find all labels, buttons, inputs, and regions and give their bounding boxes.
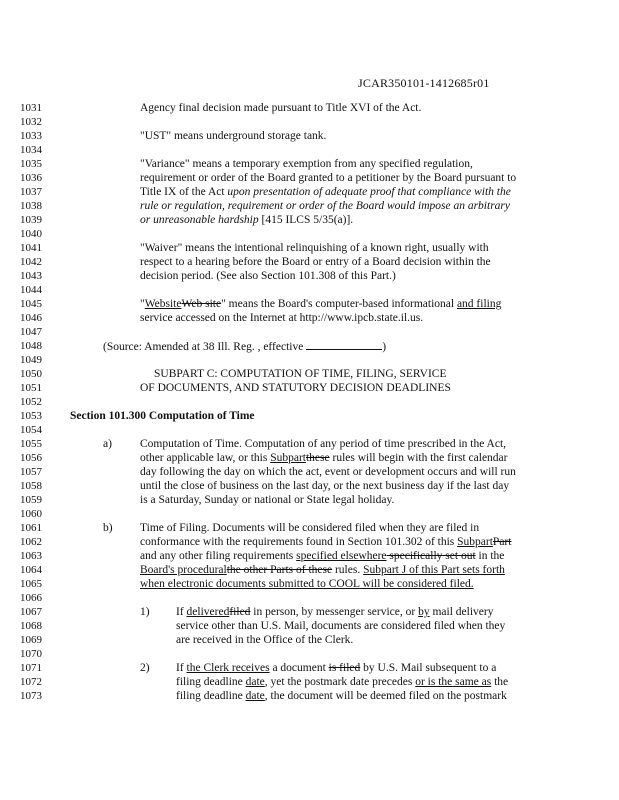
line-number: 1055	[20, 438, 42, 450]
line-number: 1059	[20, 494, 42, 506]
deleted-text: specifically	[386, 550, 443, 562]
line-number: 1047	[20, 326, 42, 338]
text-line: Agency final decision made pursuant to Title XVI of the Act.	[140, 102, 422, 114]
line-number: 1049	[20, 354, 42, 366]
text-line	[140, 213, 353, 227]
inserted-text: Subpart J of this Part sets forth	[363, 564, 505, 576]
text-line: is a Saturday, Sunday or national or State legal holiday.	[140, 494, 395, 506]
item-marker: b)	[103, 522, 113, 534]
text-span: If	[176, 662, 187, 674]
inserted-text: when electronic documents submitted to COOL will be considered filed.	[140, 578, 474, 590]
text-span: in person, by messenger service, or	[250, 606, 419, 618]
text-span: a document	[269, 662, 329, 674]
text-span: filing deadline	[176, 690, 246, 702]
item-marker: 1)	[140, 606, 150, 618]
line-number: 1035	[20, 158, 42, 170]
text-span: , yet the postmark date precedes	[264, 676, 416, 688]
line-number: 1045	[20, 298, 42, 310]
line-number: 1039	[20, 214, 42, 226]
line-number: 1070	[20, 648, 42, 660]
line-number: 1062	[20, 536, 42, 548]
line-number: 1060	[20, 508, 42, 520]
text-line: requirement or order of the Board granted to a petitioner by the Board pursuant to	[140, 172, 517, 184]
inserted-text: the Clerk receives	[186, 662, 270, 674]
text-span: filing deadline	[176, 676, 246, 688]
text-line: are received in the Office of the Clerk.	[176, 634, 354, 646]
citation: [415 ILCS 5/35(a)].	[258, 214, 354, 226]
text-span: Title IX of the Act	[140, 186, 228, 198]
text-line	[140, 549, 504, 563]
section-heading: Section 101.300 Computation of Time	[70, 410, 255, 422]
inserted-text: specified elsewhere	[296, 550, 387, 562]
deleted-text: is filed	[328, 662, 361, 674]
line-number: 1034	[20, 144, 42, 156]
inserted-text: Subpart	[270, 452, 306, 464]
line-number: 1069	[20, 634, 42, 646]
deleted-text: filed	[229, 606, 251, 618]
text-span: and any other filing requirements	[140, 550, 297, 562]
line-number: 1046	[20, 312, 42, 324]
text-line: service other than U.S. Mail, documents are considered filed when they	[176, 620, 506, 632]
line-number: 1061	[20, 522, 42, 534]
text-span: (Source: Amended at 38 Ill. Reg. , effective	[103, 341, 307, 353]
line-number: 1040	[20, 228, 42, 240]
text-span: If	[176, 606, 187, 618]
italic-quote: rule or regulation, requirement or order of the Board would impose an arbitrary	[140, 200, 511, 212]
text-span: rules will begin with the first calendar	[329, 452, 508, 464]
text-span: other applicable law, or this	[140, 452, 271, 464]
line-number: 1072	[20, 676, 42, 688]
text-line: day following the day on which the act, event or development occurs and will run	[140, 466, 516, 478]
text-line: decision period. (See also Section 101.308 of this Part.)	[140, 270, 396, 282]
text-line: "Waiver" means the intentional relinquishing of a known right, usually with	[140, 242, 489, 254]
inserted-text: Subpart	[457, 536, 493, 548]
text-span: conformance with the requirements found in Section 101.302 of this	[140, 536, 458, 548]
line-number: 1051	[20, 382, 42, 394]
line-number: 1058	[20, 480, 42, 492]
text-span: )	[382, 341, 387, 353]
line-number: 1064	[20, 564, 42, 576]
italic-quote: upon presentation of adequate proof that compliance with the	[227, 186, 511, 198]
text-line	[140, 297, 501, 311]
line-number: 1054	[20, 424, 42, 436]
text-span: " means the Board's computer-based informational	[221, 298, 457, 310]
inserted-text: or is the same as	[415, 676, 492, 688]
line-number: 1048	[20, 340, 42, 352]
line-number: 1042	[20, 256, 42, 268]
text-line: "Variance" means a temporary exemption from any specified regulation,	[140, 158, 473, 170]
inserted-text: date	[245, 676, 265, 688]
deleted-text: set out	[442, 550, 476, 562]
line-number: 1056	[20, 452, 42, 464]
italic-quote: or unreasonable hardship	[140, 214, 259, 226]
inserted-text: date	[245, 690, 265, 702]
text-span: rules.	[332, 564, 364, 576]
line-number: 1037	[20, 186, 42, 198]
inserted-text: Board's procedural	[140, 564, 227, 576]
text-line: service accessed on the Internet at http://www.ipcb.state.il.us.	[140, 312, 424, 324]
text-line: Time of Filing. Documents will be considered filed when they are filed in	[140, 522, 480, 534]
inserted-text: delivered	[186, 606, 230, 618]
line-number: 1071	[20, 662, 42, 674]
item-marker: 2)	[140, 662, 150, 674]
line-number: 1036	[20, 172, 42, 184]
item-marker: a)	[103, 438, 112, 450]
line-number: 1066	[20, 592, 42, 604]
line-number: 1031	[20, 102, 42, 114]
text-span: , the document will be deemed filed on the postmark	[264, 690, 507, 702]
line-number: 1067	[20, 606, 42, 618]
text-line: respect to a hearing before the Board or entry of a Board decision within the	[140, 256, 491, 268]
line-number: 1041	[20, 242, 42, 254]
line-number: 1050	[20, 368, 42, 380]
line-number: 1032	[20, 116, 42, 128]
inserted-text: Website	[144, 298, 182, 310]
text-line	[176, 675, 508, 689]
deleted-text: these	[305, 452, 330, 464]
text-span: mail delivery	[429, 606, 494, 618]
blank-line	[306, 339, 382, 350]
line-number: 1063	[20, 550, 42, 562]
line-number: 1044	[20, 284, 42, 296]
text-line	[176, 661, 496, 675]
line-number: 1073	[20, 690, 42, 702]
text-span: in the	[475, 550, 505, 562]
line-number: 1033	[20, 130, 42, 142]
text-line	[140, 451, 508, 465]
source-note	[103, 339, 386, 354]
text-line: until the close of business on the last day, or the next business day if the last day	[140, 480, 510, 492]
text-line	[176, 605, 493, 619]
line-number: 1065	[20, 578, 42, 590]
text-line	[140, 185, 511, 199]
deleted-text: Web site	[181, 298, 222, 310]
text-line	[176, 689, 507, 703]
line-number: 1043	[20, 270, 42, 282]
deleted-text: the other Parts of these	[226, 564, 333, 576]
subpart-heading: SUBPART C: COMPUTATION OF TIME, FILING, SERVICE	[154, 368, 447, 380]
line-number: 1052	[20, 396, 42, 408]
text-line: "UST" means underground storage tank.	[140, 130, 327, 142]
inserted-text: and filing	[456, 298, 502, 310]
text-span: by U.S. Mail subsequent to a	[360, 662, 497, 674]
line-number: 1053	[20, 410, 42, 422]
text-span: "	[140, 298, 145, 310]
text-line	[140, 535, 511, 549]
deleted-text: Part	[492, 536, 512, 548]
text-span: the	[491, 676, 509, 688]
text-line: Computation of Time. Computation of any period of time prescribed in the Act,	[140, 438, 507, 450]
text-line	[140, 563, 505, 577]
line-number: 1038	[20, 200, 42, 212]
line-number: 1068	[20, 620, 42, 632]
subpart-heading: OF DOCUMENTS, AND STATUTORY DECISION DEADLINES	[140, 382, 451, 394]
line-number: 1057	[20, 466, 42, 478]
document-id: JCAR350101-1412685r01	[358, 76, 490, 90]
inserted-text: by	[418, 606, 430, 618]
